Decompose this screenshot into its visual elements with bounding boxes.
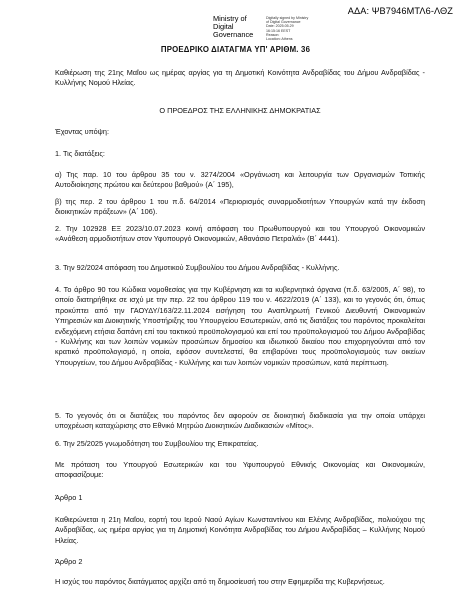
article-1-text: Καθιερώνεται η 21η Μαΐου, εορτή του Ιερού Ναού Αγίων Κωνσταντίνου και Ελένης Ανδραβίδας, πολιούχου της Ανδραβίδας, ως ημέρα αργίας για τη Δημοτική Κοινότητα Ανδραβίδας του Δήμου Ανδραβίδας – Κυλλήνης Νομού Ηλείας. (55, 515, 425, 545)
provision-a: α) Της παρ. 10 του άρθρου 35 του ν. 3274/2004 «Οργάνωση και λειτουργία των Οργανισμών Τοπικής Αυτοδιοίκησης πρώτου και δεύτερου βαθμού» (Α΄ 195), (55, 170, 425, 190)
ministry-name: Ministry of Digital Governance (213, 14, 254, 39)
having-regard-label: Έχοντας υπόψη: (55, 127, 109, 136)
signature-details: Digitally signed by Ministry of Digital Governance Date: 2025.05.29 16:15:16 EEST Reason: Location: Athens (266, 16, 309, 42)
ada-code: ΑΔΑ: ΨΒ7946ΜΤΛ6-ΛΘΖ (347, 6, 453, 16)
provisions-heading: 1. Τις διατάξεις: (55, 149, 105, 158)
article-1-title: Άρθρο 1 (55, 493, 83, 502)
item-3: 3. Την 92/2024 απόφαση του Δημοτικού Συμβουλίου του Δήμου Ανδραβίδας - Κυλλήνης. (55, 263, 340, 272)
item-4: 4. Το άρθρο 90 του Κώδικα νομοθεσίας για την Κυβέρνηση και τα κυβερνητικά όργανα (π.δ. 63/2005, Α΄ 98), το οποίο διατηρήθηκε σε ισχύ με την περ. 22 του άρθρου 119 του ν. 4622/2019 (Α΄ 133), και το γεγονός ότι, όπως προκύπτει από την ΓΑΟΥΔΥ/163/22.11.2024 εισήγηση του Αναπληρωτή Γενικού Διευθυντή Οικονομικών Υπηρεσιών και Διοικητικής Υποστήριξης του Υπουργείου Εσωτερικών, από τις διατάξεις του παρόντος προκαλείται ενδεχόμενη ετήσια δαπάνη επί του τακτικού προϋπολογισμού και επί του προϋπολογισμού του Δήμου Ανδραβίδας - Κυλλήνης και των λοιπών νομικών προσώπων δημοσίου και ιδιωτικού δικαίου που επιχορηγούνται από τον κρατικό προϋπολογισμό, η οποία, εφόσον συντελεστεί, θα επιβαρύνει τους προϋπολογισμούς των οικείων Υπουργείων, του Δήμου Ανδραβίδας - Κυλλήνης και των λοιπών νομικών προσώπων, κατά περίπτωση. (55, 285, 425, 367)
article-2-text: Η ισχύς του παρόντος διατάγματος αρχίζει από τη δημοσίευσή του στην Εφημερίδα της Κυβερνήσεως. (55, 577, 385, 586)
president-heading: Ο ΠΡΟΕΔΡΟΣ ΤΗΣ ΕΛΛΗΝΙΚΗΣ ΔΗΜΟΚΡΑΤΙΑΣ (159, 106, 321, 115)
item-2: 2. Την 102928 ΕΞ 2023/10.07.2023 κοινή απόφαση του Πρωθυπουργού και του Υπουργού Οικονομικών «Ανάθεση αρμοδιοτήτων στον Υφυπουργό Οικονομικών, Αθανάσιο Πετραλιά» (Β΄ 4441). (55, 224, 425, 244)
item-6: 6. Την 25/2025 γνωμοδότηση του Συμβουλίου της Επικρατείας. (55, 439, 259, 448)
decree-title: ΠΡΟΕΔΡΙΚΟ ΔΙΑΤΑΓΜΑ ΥΠ' ΑΡΙΘΜ. 36 (160, 45, 311, 54)
article-2-title: Άρθρο 2 (55, 557, 83, 566)
item-5: 5. Το γεγονός ότι οι διατάξεις του παρόντος δεν αφορούν σε διοικητική διαδικασία για την οποία υπάρχει υποχρέωση καταχώρισης στο Εθνικό Μητρώο Διοικητικών Διαδικασιών «Μίτος». (55, 411, 425, 431)
proposal-paragraph: Με πρόταση του Υπουργού Εσωτερικών και του Υφυπουργού Εθνικής Οικονομίας και Οικονομικών, αποφασίζουμε: (55, 460, 425, 480)
digital-signature-block (213, 15, 326, 41)
provision-b: β) της περ. 2 του άρθρου 1 του π.δ. 64/2014 «Περιορισμός συναρμοδιοτήτων Υπουργών κατά την έκδοση διοικητικών πράξεων» (Α΄ 106). (55, 197, 425, 217)
intro-paragraph: Καθιέρωση της 21ης Μαΐου ως ημέρας αργίας για τη Δημοτική Κοινότητα Ανδραβίδας του Δήμου Ανδραβίδας - Κυλλήνης Νομού Ηλείας. (55, 68, 425, 88)
